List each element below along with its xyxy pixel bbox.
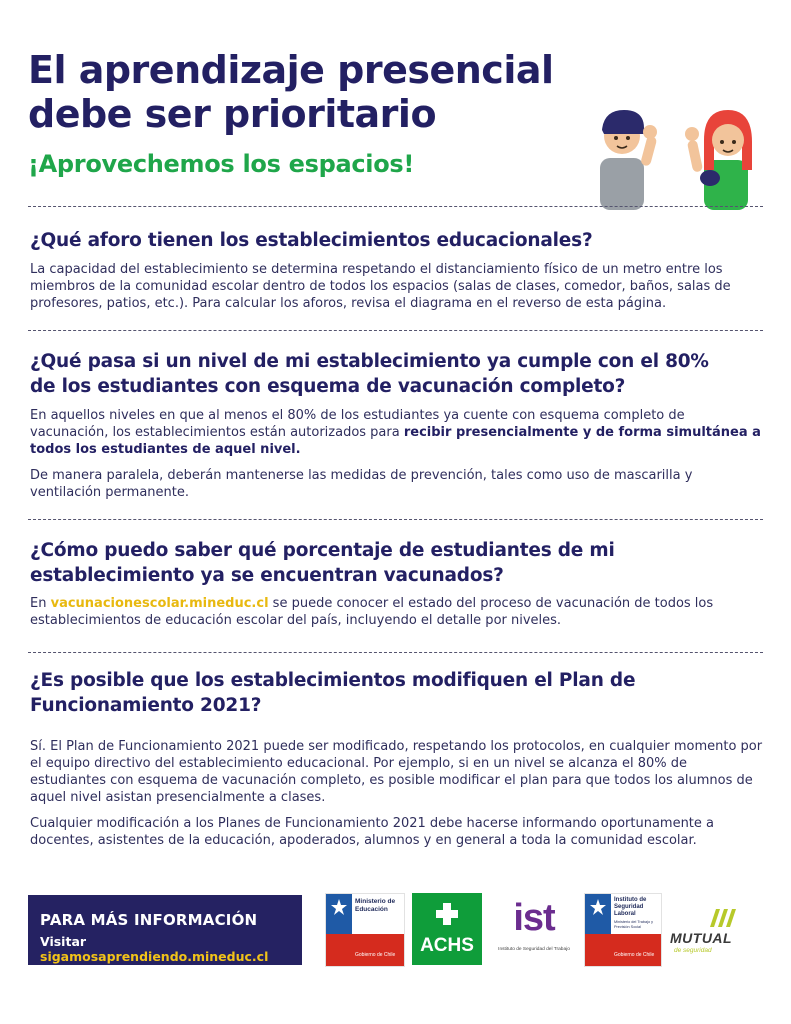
section-2-question <box>30 349 765 399</box>
info-prefix: Visitar <box>40 934 87 949</box>
mutual-logo <box>668 893 760 965</box>
divider-4 <box>28 652 763 653</box>
info-visit <box>40 934 302 964</box>
section-2-question-line-2: de los estudiantes con esquema de vacunación completo? <box>30 376 626 397</box>
title-line-2: debe ser prioritario <box>28 92 437 136</box>
mineduc-line-2: Educación <box>355 906 388 913</box>
mineduc-line-1: Ministerio de <box>355 898 396 905</box>
section-porcentaje <box>30 538 765 629</box>
ist-logo <box>492 893 576 965</box>
section-3-p-prefix: En <box>30 596 51 611</box>
section-4-paragraph-1: Sí. El Plan de Funcionamiento 2021 puede ser modificado, respetando los protocolos, en cualquier momento por el equipo directivo del establecimiento educacional. Por ejemplo, si en un nivel se alcanza el 80% de estudiantes con esquema de vacunación completo, es posible modificar el plan para que todos los alumnos de aquel nivel asistan presencialmente a clases. <box>30 739 763 805</box>
achs-cross-icon <box>434 901 460 927</box>
star-icon <box>330 898 348 916</box>
section-2-p1-text: En aquellos niveles en que al menos el 80% de los estudiantes ya cuente con esquema completo de vacunación, los establecimientos están autorizados para <box>30 408 685 440</box>
divider-3 <box>28 519 763 520</box>
section-3-question-line-1: ¿Cómo puedo saber qué porcentaje de estudiantes de mi <box>30 540 615 561</box>
achs-text: ACHS <box>420 935 474 956</box>
section-4-question-line-1: ¿Es posible que los establecimientos modifiquen el Plan de <box>30 670 636 691</box>
title-line-1: El aprendizaje presencial <box>28 48 554 92</box>
kids-illustration <box>592 100 762 210</box>
page-subtitle: ¡Aprovechemos los espacios! <box>28 150 415 178</box>
sigamos-link[interactable]: sigamosaprendiendo.mineduc.cl <box>40 949 269 964</box>
section-80-percent <box>30 349 765 501</box>
isl-logo <box>584 893 662 967</box>
section-1-question: ¿Qué aforo tienen los establecimientos educacionales? <box>30 230 593 251</box>
isl-subtitle: Ministerio del Trabajo y Previsión Social <box>614 920 654 929</box>
mineduc-logo <box>325 893 405 967</box>
page-title <box>28 48 588 136</box>
isl-line-2: Seguridad <box>614 904 644 910</box>
star-icon <box>589 898 607 916</box>
section-2-paragraph-2: De manera paralela, deberán mantenerse las medidas de prevención, tales como uso de mascarilla y ventilación permanente. <box>30 468 693 500</box>
mineduc-gov: Gobierno de Chile <box>355 952 396 958</box>
section-2-question-line-1: ¿Qué pasa si un nivel de mi establecimiento ya cumple con el 80% <box>30 351 709 372</box>
isl-line-1: Instituto de <box>614 897 647 903</box>
vacunacion-link[interactable]: vacunacionescolar.mineduc.cl <box>50 596 269 611</box>
section-3-question <box>30 538 765 588</box>
section-3-question-line-2: establecimiento ya se encuentran vacunados? <box>30 565 504 586</box>
section-3-paragraph <box>30 595 765 629</box>
section-2-paragraph-1 <box>30 407 765 458</box>
section-aforo <box>30 228 765 312</box>
info-box <box>28 895 302 965</box>
divider-2 <box>28 330 763 331</box>
info-heading: PARA MÁS INFORMACIÓN <box>40 911 258 929</box>
section-1-paragraph: La capacidad del establecimiento se determina respetando el distanciamiento físico de un metro entre los miembros de la comunidad escolar dentro de todos los espacios (salas de clases, comedor, baños, salas de profesores, patios, etc.). Para calcular los aforos, revisa el diagrama en el reverso de esta página. <box>30 262 731 311</box>
isl-gov: Gobierno de Chile <box>614 952 655 958</box>
mutual-mark-icon <box>708 907 736 929</box>
section-2-p1-bold: recibir presencialmente y de forma simultánea a todos los estudiantes de aquel nivel. <box>30 425 761 457</box>
section-4-paragraph-2: Cualquier modificación a los Planes de Funcionamiento 2021 debe hacerse informando oportunamente a docentes, asistentes de la educación, apoderados, alumnos y en general a toda la comunidad escolar. <box>30 816 715 848</box>
ist-subtitle: Instituto de Seguridad del Trabajo <box>498 947 570 952</box>
section-4-question <box>30 668 765 718</box>
section-plan-funcionamiento <box>30 668 765 849</box>
section-3-p-rest: se puede conocer el estado del proceso de vacunación de todos los establecimientos de educación escolar del país, incluyendo el detalle por niveles. <box>30 596 714 628</box>
achs-logo <box>412 893 482 965</box>
girl-figure <box>685 110 752 210</box>
ist-text: ist <box>513 897 555 939</box>
divider-1 <box>28 206 763 207</box>
mutual-subtitle: de seguridad <box>674 947 712 954</box>
boy-figure <box>600 110 657 210</box>
section-4-question-line-2: Funcionamiento 2021? <box>30 695 262 716</box>
mutual-text: MUTUAL <box>670 930 733 946</box>
isl-line-3: Laboral <box>614 911 636 917</box>
